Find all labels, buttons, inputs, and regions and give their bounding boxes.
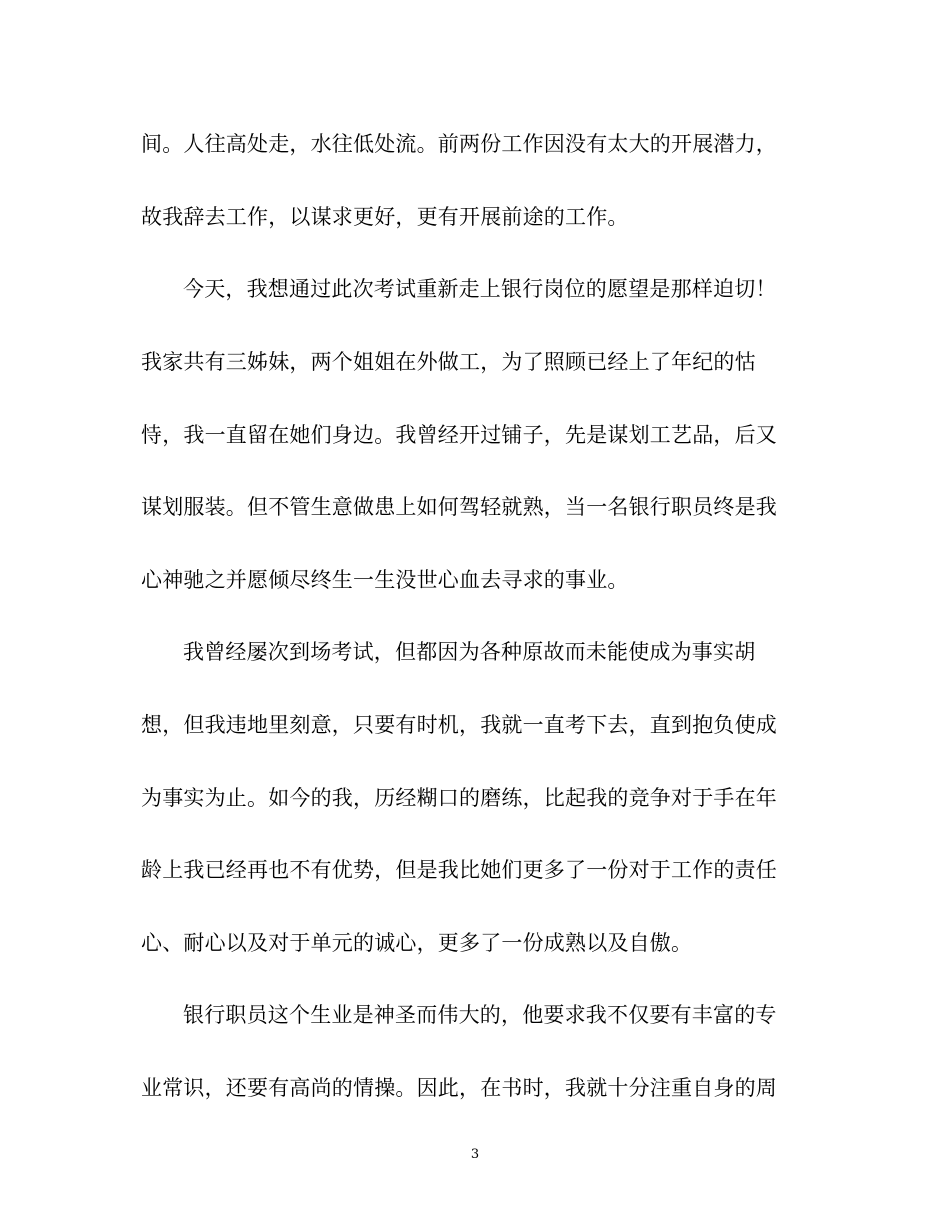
text-line: 恃，我一直留在她们身边。我曾经开过铺子，先是谋划工艺品，后又 [141,423,777,447]
text-line: 为事实为止。如今的我，历经糊口的磨练，比起我的竞争对于手在年 [141,786,777,810]
text-line: 我家共有三姊妹，两个姐姐在外做工，为了照顾已经上了年纪的怙 [141,350,756,374]
text-line: 龄上我已经再也不有优势，但是我比她们更多了一份对于工作的责任 [141,858,777,882]
paragraph-first-line: 今天，我想通过此次考试重新走上银行岗位的愿望是那样迫切！ [183,277,777,301]
text-line: 业常识，还要有高尚的情操。因此，在书时，我就十分注重自身的周 [141,1076,777,1100]
text-line: 故我辞去工作，以谋求更好，更有开展前途的工作。 [141,205,629,229]
page-number: 3 [470,1147,480,1162]
text-line: 谋划服装。但不管生意做患上如何驾轻就熟，当一名银行职员终是我 [141,495,777,519]
paragraph-first-line: 我曾经屡次到场考试，但都因为各种原故而未能使成为事实胡 [183,640,756,664]
paragraph-first-line: 银行职员这个生业是神圣而伟大的，他要求我不仅要有丰富的专 [183,1003,777,1027]
text-line: 心神驰之并愿倾尽终生一生没世心血去寻求的事业。 [141,568,629,592]
text-line: 间。人往高处走，水往低处流。前两份工作因没有太大的开展潜力， [141,132,777,156]
text-line: 心、耐心以及对于单元的诚心，更多了一份成熟以及自傲。 [141,931,693,955]
text-line: 想，但我违地里刻意，只要有时机，我就一直考下去，直到抱负使成 [141,713,777,737]
